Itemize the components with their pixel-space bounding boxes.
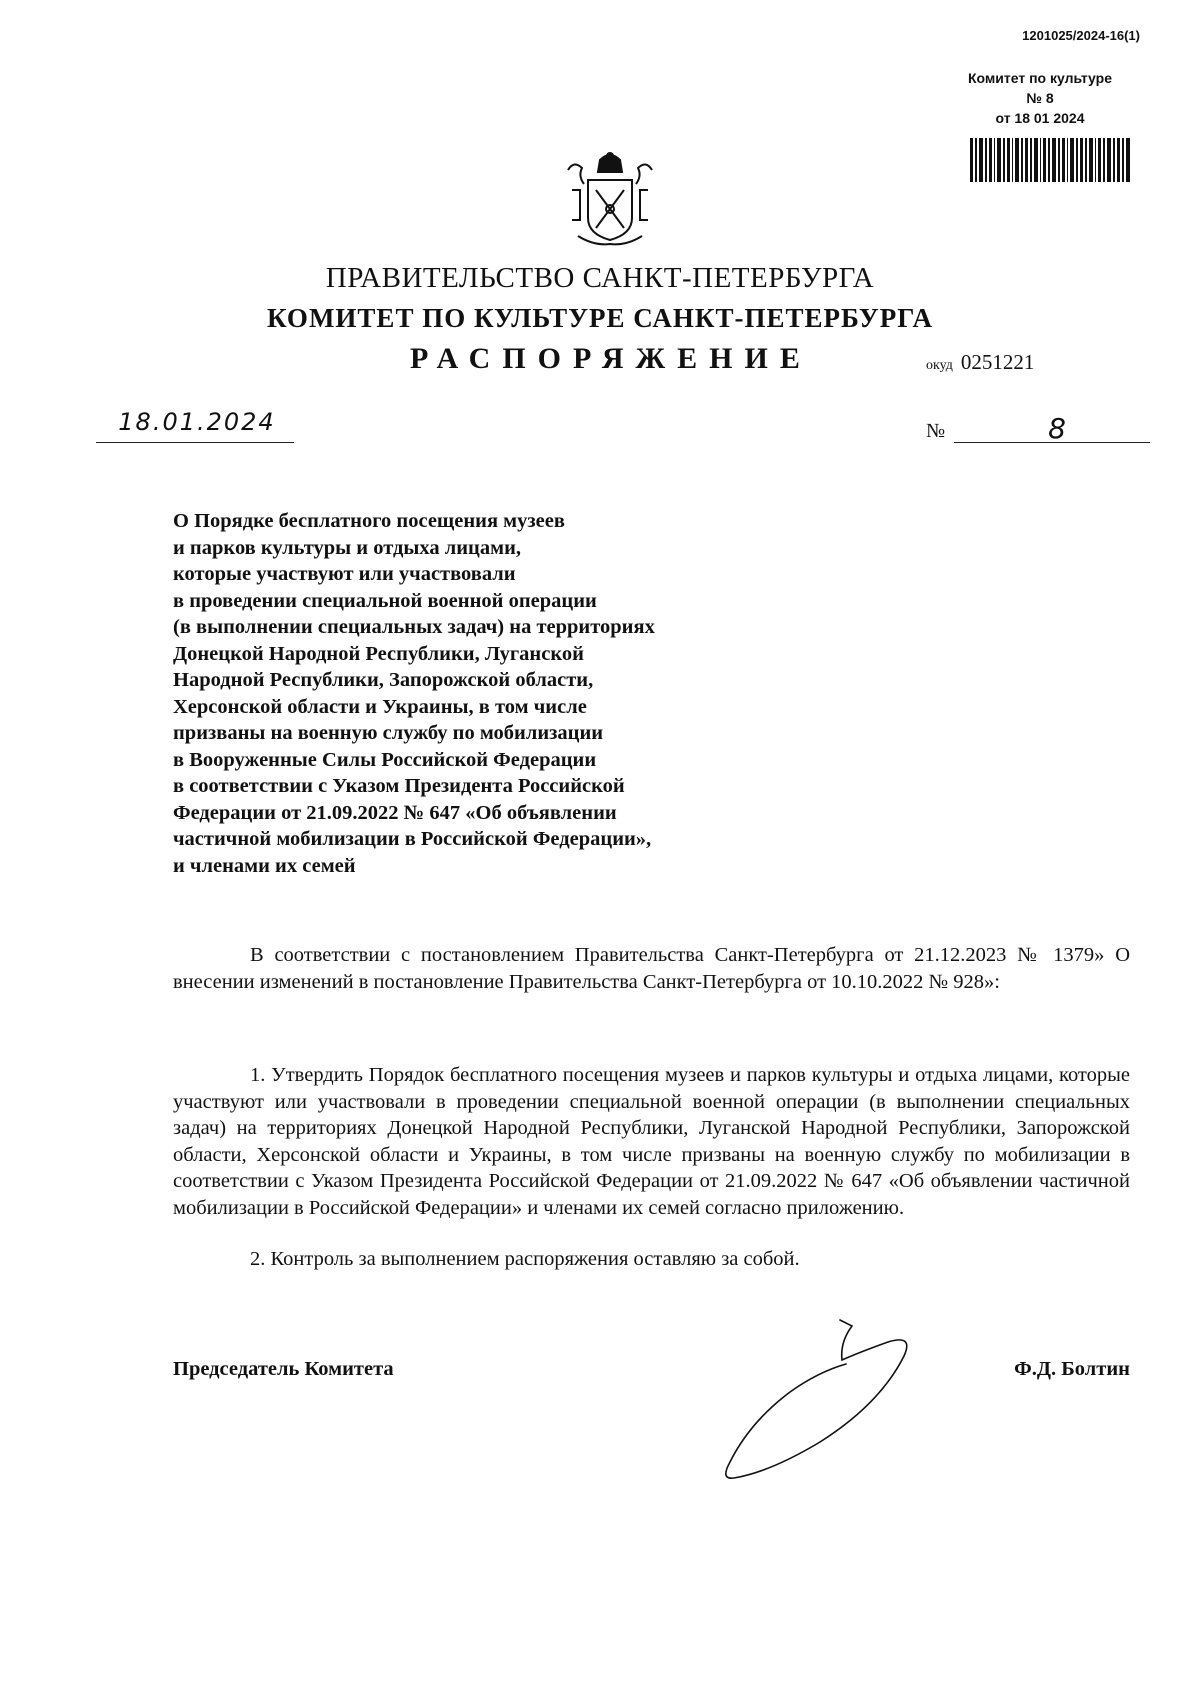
- okud-code: [926, 350, 1034, 375]
- subject-line: призваны на военную службу по мобилизации: [173, 722, 604, 744]
- subject-line: в соответствии с Указом Президента Российской: [173, 775, 625, 797]
- subject-line: и парков культуры и отдыха лицами,: [173, 536, 521, 559]
- registration-number: 1201025/2024-16(1): [1022, 28, 1140, 43]
- subject-line: Народной Республики, Запорожской области,: [173, 669, 594, 691]
- subject-line: О Порядке бесплатного посещения музеев: [173, 510, 565, 532]
- subject-line: в Вооруженные Силы Российской Федерации: [173, 748, 597, 771]
- okud-value: 0251221: [960, 350, 1035, 374]
- subject-line: Федерации от 21.09.2022 № 647 «Об объявлении: [173, 801, 617, 824]
- subject-line: Херсонской области и Украины, в том числе: [173, 695, 587, 718]
- preamble-paragraph: В соответствии с постановлением Правительства Санкт-Петербурга от 21.12.2023 № 1379» О внесении изменений в постановление Правительства Санкт-Петербурга от 10.10.2022 № 928»:: [173, 944, 1130, 993]
- stamp-line-committee: Комитет по культуре: [968, 70, 1112, 86]
- signatory-name: Ф.Д. Болтин: [1014, 1358, 1130, 1380]
- okud-label: окуд: [926, 358, 953, 373]
- subject-line: и членами их семей: [173, 854, 356, 877]
- barcode-icon: [970, 138, 1130, 182]
- saint-petersburg-coat-of-arms-icon: [560, 150, 660, 250]
- subject-line: в проведении специальной военной операции: [173, 589, 597, 612]
- registration-stamp: [940, 68, 1140, 128]
- document-subject: [173, 508, 773, 879]
- document-number-label: №: [926, 420, 946, 442]
- document-number-field: [954, 412, 1150, 443]
- subject-line: Донецкой Народной Республики, Луганской: [173, 642, 584, 665]
- item-1-paragraph: 1. Утвердить Порядок бесплатного посещения музеев и парков культуры и отдыха лицами, которые участвуют или участвовали в проведении специальной военной операции (в выполнении специальных задач) на территориях Донецкой Народной Республики, Луганской Народной Республики, Запорожской области, Херсонской области и Украины, в том числе призваны на военную службу по мобилизации в соответствии с Указом Президента Российской Федерации от 21.09.2022 № 647 «Об объявлении частичной мобилизации в Российской Федерации» и членами их семей согласно приложению.: [173, 1064, 1130, 1219]
- committee-heading: КОМИТЕТ ПО КУЛЬТУРЕ САНКТ-ПЕТЕРБУРГА: [267, 303, 933, 333]
- signatory-position: Председатель Комитета: [173, 1358, 394, 1380]
- handwritten-signature-icon: [690, 1312, 920, 1482]
- subject-line: (в выполнении специальных задач) на территориях: [173, 616, 655, 638]
- item-2-paragraph: 2. Контроль за выполнением распоряжения оставляю за собой.: [250, 1248, 800, 1270]
- subject-line: частичной мобилизации в Российской Федерации»,: [173, 828, 652, 850]
- government-heading: ПРАВИТЕЛЬСТВО САНКТ-ПЕТЕРБУРГА: [325, 262, 875, 294]
- document-type-heading: РАСПОРЯЖЕНИЕ: [410, 342, 812, 375]
- document-date: 18.01.2024: [118, 408, 276, 436]
- document-number: 8: [1048, 412, 1066, 445]
- subject-line: которые участвуют или участвовали: [173, 563, 516, 585]
- stamp-line-date: от 18 01 2024: [995, 110, 1085, 126]
- document-date-field: [96, 408, 294, 443]
- stamp-line-number: № 8: [1026, 90, 1054, 106]
